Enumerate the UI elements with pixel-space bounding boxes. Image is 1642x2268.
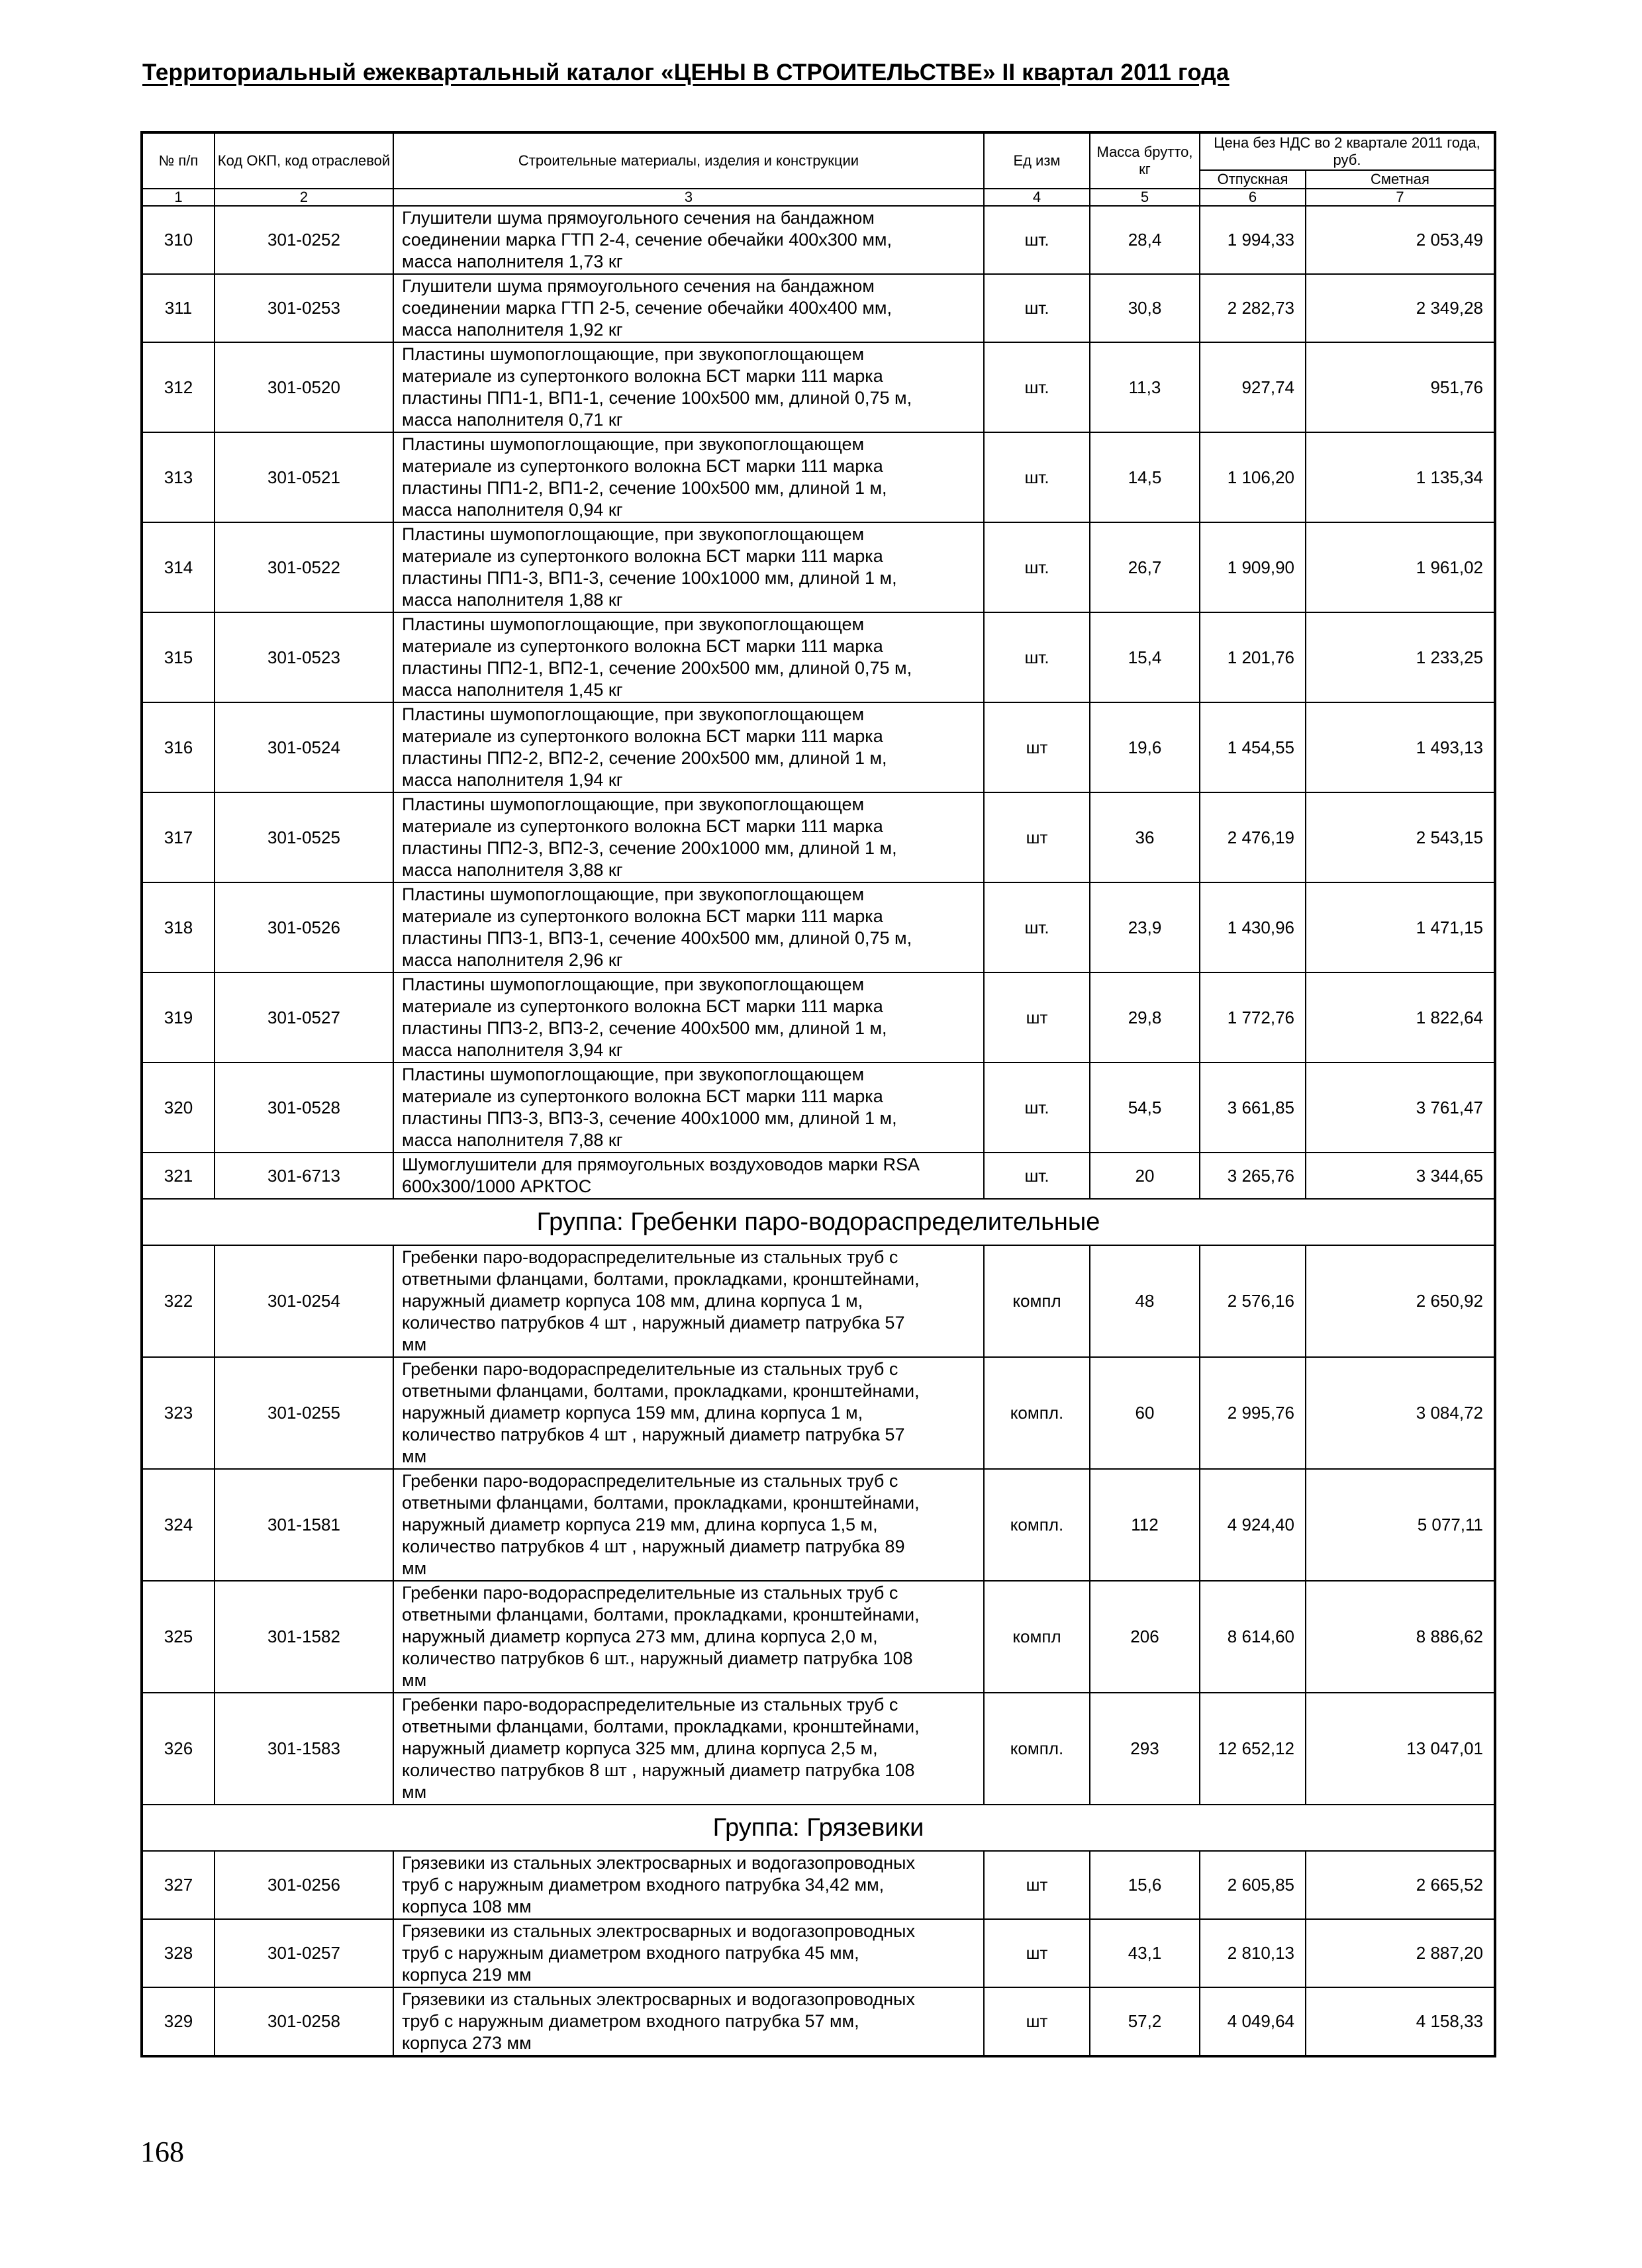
description-line: Гребенки паро-водораспределительные из стальных труб с bbox=[402, 1471, 898, 1491]
gross-mass: 54,5 bbox=[1090, 1063, 1200, 1153]
gross-mass: 15,4 bbox=[1090, 612, 1200, 702]
unit-of-measure: шт bbox=[984, 1919, 1090, 1987]
unit-of-measure: шт bbox=[984, 1987, 1090, 2056]
column-header-number: № п/п bbox=[142, 132, 215, 189]
release-price: 4 049,64 bbox=[1200, 1987, 1306, 2056]
release-price: 3 661,85 bbox=[1200, 1063, 1306, 1153]
column-header-price-estimate: Сметная bbox=[1306, 170, 1495, 189]
row-number: 311 bbox=[142, 274, 215, 342]
table-row bbox=[142, 1153, 1495, 1199]
item-description bbox=[393, 1581, 984, 1693]
description-line: соединении марка ГТП 2-4, сечение обечайки 400х300 мм, bbox=[402, 230, 892, 250]
unit-of-measure: шт. bbox=[984, 1153, 1090, 1199]
description-line: количество патрубков 4 шт , наружный диаметр патрубка 89 bbox=[402, 1536, 905, 1556]
unit-of-measure: шт bbox=[984, 1851, 1090, 1919]
item-description bbox=[393, 612, 984, 702]
item-description bbox=[393, 1469, 984, 1581]
column-header-price-group: Цена без НДС во 2 квартале 2011 года, руб. bbox=[1200, 132, 1495, 170]
table-row bbox=[142, 1357, 1495, 1469]
gross-mass: 57,2 bbox=[1090, 1987, 1200, 2056]
release-price: 2 995,76 bbox=[1200, 1357, 1306, 1469]
row-number: 319 bbox=[142, 972, 215, 1063]
description-line: материале из супертонкого волокна БСТ марки 111 марка bbox=[402, 546, 883, 566]
description-line: количество патрубков 8 шт , наружный диаметр патрубка 108 bbox=[402, 1760, 915, 1780]
description-line: масса наполнителя 3,88 кг bbox=[402, 860, 623, 880]
release-price: 3 265,76 bbox=[1200, 1153, 1306, 1199]
description-line: пластины ПП2-2, ВП2-2, сечение 200х500 мм, длиной 1 м, bbox=[402, 748, 887, 768]
estimate-price: 8 886,62 bbox=[1306, 1581, 1495, 1693]
description-line: Гребенки паро-водораспределительные из стальных труб с bbox=[402, 1695, 898, 1715]
table-row bbox=[142, 702, 1495, 792]
release-price: 2 282,73 bbox=[1200, 274, 1306, 342]
description-line: мм bbox=[402, 1558, 427, 1578]
table-row bbox=[142, 612, 1495, 702]
release-price: 1 994,33 bbox=[1200, 206, 1306, 274]
unit-of-measure: компл. bbox=[984, 1469, 1090, 1581]
gross-mass: 30,8 bbox=[1090, 274, 1200, 342]
estimate-price: 2 053,49 bbox=[1306, 206, 1495, 274]
description-line: труб с наружным диаметром входного патрубка 45 мм, bbox=[402, 1943, 859, 1963]
unit-of-measure: шт bbox=[984, 972, 1090, 1063]
column-header-mass: Масса брутто, кг bbox=[1090, 132, 1200, 189]
description-line: Гребенки паро-водораспределительные из стальных труб с bbox=[402, 1359, 898, 1379]
description-line: труб с наружным диаметром входного патрубка 57 мм, bbox=[402, 2011, 859, 2031]
description-line: количество патрубков 4 шт , наружный диаметр патрубка 57 bbox=[402, 1313, 905, 1333]
okp-code: 301-0258 bbox=[215, 1987, 393, 2056]
okp-code: 301-6713 bbox=[215, 1153, 393, 1199]
item-description bbox=[393, 1245, 984, 1357]
description-line: масса наполнителя 0,94 кг bbox=[402, 500, 623, 520]
description-line: пластины ПП2-1, ВП2-1, сечение 200х500 мм, длиной 0,75 м, bbox=[402, 658, 912, 678]
description-line: материале из супертонкого волокна БСТ марки 111 марка bbox=[402, 636, 883, 656]
column-number: 3 bbox=[393, 189, 984, 206]
row-number: 324 bbox=[142, 1469, 215, 1581]
description-line: корпуса 108 мм bbox=[402, 1897, 532, 1916]
estimate-price: 1 822,64 bbox=[1306, 972, 1495, 1063]
description-line: ответными фланцами, болтами, прокладками, кронштейнами, bbox=[402, 1717, 920, 1736]
row-number: 320 bbox=[142, 1063, 215, 1153]
estimate-price: 2 665,52 bbox=[1306, 1851, 1495, 1919]
item-description bbox=[393, 792, 984, 882]
table-row bbox=[142, 1851, 1495, 1919]
description-line: мм bbox=[402, 1335, 427, 1354]
gross-mass: 23,9 bbox=[1090, 882, 1200, 972]
description-line: Пластины шумопоглощающие, при звукопоглощающем bbox=[402, 344, 865, 364]
description-line: масса наполнителя 3,94 кг bbox=[402, 1040, 623, 1060]
unit-of-measure: компл. bbox=[984, 1693, 1090, 1805]
item-description bbox=[393, 1693, 984, 1805]
row-number: 322 bbox=[142, 1245, 215, 1357]
okp-code: 301-0524 bbox=[215, 702, 393, 792]
description-line: ответными фланцами, болтами, прокладками, кронштейнами, bbox=[402, 1605, 920, 1625]
table-body bbox=[142, 206, 1495, 2056]
okp-code: 301-1582 bbox=[215, 1581, 393, 1693]
table-row bbox=[142, 1987, 1495, 2056]
row-number: 328 bbox=[142, 1919, 215, 1987]
description-line: пластины ПП1-3, ВП1-3, сечение 100х1000 мм, длиной 1 м, bbox=[402, 568, 897, 588]
description-line: масса наполнителя 1,92 кг bbox=[402, 320, 623, 340]
description-line: Пластины шумопоглощающие, при звукопоглощающем bbox=[402, 884, 865, 904]
item-description bbox=[393, 1357, 984, 1469]
row-number: 313 bbox=[142, 432, 215, 522]
description-line: масса наполнителя 2,96 кг bbox=[402, 950, 623, 970]
gross-mass: 36 bbox=[1090, 792, 1200, 882]
gross-mass: 206 bbox=[1090, 1581, 1200, 1693]
column-header-price-release: Отпускная bbox=[1200, 170, 1306, 189]
estimate-price: 2 349,28 bbox=[1306, 274, 1495, 342]
unit-of-measure: шт. bbox=[984, 522, 1090, 612]
description-line: Гребенки паро-водораспределительные из стальных труб с bbox=[402, 1583, 898, 1603]
okp-code: 301-0256 bbox=[215, 1851, 393, 1919]
description-line: материале из супертонкого волокна БСТ марки 111 марка bbox=[402, 906, 883, 926]
gross-mass: 15,6 bbox=[1090, 1851, 1200, 1919]
description-line: ответными фланцами, болтами, прокладками, кронштейнами, bbox=[402, 1381, 920, 1401]
column-number: 6 bbox=[1200, 189, 1306, 206]
estimate-price: 5 077,11 bbox=[1306, 1469, 1495, 1581]
item-description bbox=[393, 1153, 984, 1199]
table-row bbox=[142, 792, 1495, 882]
description-line: масса наполнителя 1,88 кг bbox=[402, 590, 623, 610]
description-line: Пластины шумопоглощающие, при звукопоглощающем bbox=[402, 434, 865, 454]
group-heading: Группа: Грязевики bbox=[142, 1805, 1495, 1851]
column-number-row bbox=[142, 189, 1495, 206]
table-row bbox=[142, 972, 1495, 1063]
okp-code: 301-0525 bbox=[215, 792, 393, 882]
estimate-price: 951,76 bbox=[1306, 342, 1495, 432]
description-line: материале из супертонкого волокна БСТ марки 111 марка bbox=[402, 1086, 883, 1106]
description-line: материале из супертонкого волокна БСТ марки 111 марка bbox=[402, 996, 883, 1016]
column-header-unit: Ед изм bbox=[984, 132, 1090, 189]
description-line: масса наполнителя 1,94 кг bbox=[402, 770, 623, 790]
row-number: 323 bbox=[142, 1357, 215, 1469]
description-line: Грязевики из стальных электросварных и водогазопроводных bbox=[402, 1921, 915, 1941]
okp-code: 301-0520 bbox=[215, 342, 393, 432]
estimate-price: 2 887,20 bbox=[1306, 1919, 1495, 1987]
estimate-price: 1 233,25 bbox=[1306, 612, 1495, 702]
release-price: 1 430,96 bbox=[1200, 882, 1306, 972]
row-number: 312 bbox=[142, 342, 215, 432]
okp-code: 301-0528 bbox=[215, 1063, 393, 1153]
unit-of-measure: шт bbox=[984, 792, 1090, 882]
description-line: корпуса 273 мм bbox=[402, 2033, 532, 2053]
okp-code: 301-1583 bbox=[215, 1693, 393, 1805]
column-number: 1 bbox=[142, 189, 215, 206]
gross-mass: 29,8 bbox=[1090, 972, 1200, 1063]
item-description bbox=[393, 522, 984, 612]
table-row bbox=[142, 1063, 1495, 1153]
okp-code: 301-0526 bbox=[215, 882, 393, 972]
okp-code: 301-0527 bbox=[215, 972, 393, 1063]
table-row bbox=[142, 522, 1495, 612]
okp-code: 301-0522 bbox=[215, 522, 393, 612]
price-catalog-table bbox=[140, 131, 1496, 2057]
description-line: мм bbox=[402, 1782, 427, 1802]
description-line: масса наполнителя 7,88 кг bbox=[402, 1130, 623, 1150]
okp-code: 301-0257 bbox=[215, 1919, 393, 1987]
row-number: 315 bbox=[142, 612, 215, 702]
description-line: Пластины шумопоглощающие, при звукопоглощающем bbox=[402, 1064, 865, 1084]
description-line: масса наполнителя 0,71 кг bbox=[402, 410, 623, 430]
description-line: корпуса 219 мм bbox=[402, 1965, 532, 1985]
description-line: ответными фланцами, болтами, прокладками, кронштейнами, bbox=[402, 1493, 920, 1513]
row-number: 316 bbox=[142, 702, 215, 792]
item-description bbox=[393, 206, 984, 274]
page-number: 168 bbox=[140, 2136, 184, 2168]
okp-code: 301-1581 bbox=[215, 1469, 393, 1581]
description-line: материале из супертонкого волокна БСТ марки 111 марка bbox=[402, 726, 883, 746]
unit-of-measure: шт. bbox=[984, 206, 1090, 274]
release-price: 2 576,16 bbox=[1200, 1245, 1306, 1357]
estimate-price: 4 158,33 bbox=[1306, 1987, 1495, 2056]
description-line: Пластины шумопоглощающие, при звукопоглощающем bbox=[402, 614, 865, 634]
estimate-price: 1 493,13 bbox=[1306, 702, 1495, 792]
column-number: 7 bbox=[1306, 189, 1495, 206]
gross-mass: 20 bbox=[1090, 1153, 1200, 1199]
gross-mass: 26,7 bbox=[1090, 522, 1200, 612]
table-row bbox=[142, 274, 1495, 342]
estimate-price: 13 047,01 bbox=[1306, 1693, 1495, 1805]
release-price: 2 810,13 bbox=[1200, 1919, 1306, 1987]
gross-mass: 19,6 bbox=[1090, 702, 1200, 792]
item-description bbox=[393, 432, 984, 522]
unit-of-measure: компл. bbox=[984, 1357, 1090, 1469]
estimate-price: 2 650,92 bbox=[1306, 1245, 1495, 1357]
gross-mass: 43,1 bbox=[1090, 1919, 1200, 1987]
estimate-price: 3 761,47 bbox=[1306, 1063, 1495, 1153]
row-number: 318 bbox=[142, 882, 215, 972]
description-line: Глушители шума прямоугольного сечения на бандажном bbox=[402, 276, 875, 296]
description-line: наружный диаметр корпуса 325 мм, длина корпуса 2,5 м, bbox=[402, 1738, 878, 1758]
description-line: материале из супертонкого волокна БСТ марки 111 марка bbox=[402, 456, 883, 476]
release-price: 2 605,85 bbox=[1200, 1851, 1306, 1919]
item-description bbox=[393, 972, 984, 1063]
table-row bbox=[142, 1581, 1495, 1693]
description-line: пластины ПП3-3, ВП3-3, сечение 400х1000 мм, длиной 1 м, bbox=[402, 1108, 897, 1128]
row-number: 329 bbox=[142, 1987, 215, 2056]
unit-of-measure: компл bbox=[984, 1581, 1090, 1693]
row-number: 325 bbox=[142, 1581, 215, 1693]
release-price: 927,74 bbox=[1200, 342, 1306, 432]
unit-of-measure: компл bbox=[984, 1245, 1090, 1357]
description-line: Пластины шумопоглощающие, при звукопоглощающем bbox=[402, 704, 865, 724]
gross-mass: 48 bbox=[1090, 1245, 1200, 1357]
row-number: 326 bbox=[142, 1693, 215, 1805]
gross-mass: 11,3 bbox=[1090, 342, 1200, 432]
row-number: 310 bbox=[142, 206, 215, 274]
table-row bbox=[142, 342, 1495, 432]
release-price: 2 476,19 bbox=[1200, 792, 1306, 882]
table-row bbox=[142, 1245, 1495, 1357]
gross-mass: 293 bbox=[1090, 1693, 1200, 1805]
item-description bbox=[393, 882, 984, 972]
release-price: 12 652,12 bbox=[1200, 1693, 1306, 1805]
description-line: пластины ПП1-2, ВП1-2, сечение 100х500 мм, длиной 1 м, bbox=[402, 478, 887, 498]
description-line: Глушители шума прямоугольного сечения на бандажном bbox=[402, 208, 875, 228]
description-line: наружный диаметр корпуса 108 мм, длина корпуса 1 м, bbox=[402, 1291, 863, 1311]
column-header-name: Строительные материалы, изделия и конструкции bbox=[393, 132, 984, 189]
description-line: Грязевики из стальных электросварных и водогазопроводных bbox=[402, 1989, 915, 2009]
okp-code: 301-0521 bbox=[215, 432, 393, 522]
unit-of-measure: шт. bbox=[984, 432, 1090, 522]
estimate-price: 3 084,72 bbox=[1306, 1357, 1495, 1469]
release-price: 1 201,76 bbox=[1200, 612, 1306, 702]
column-number: 4 bbox=[984, 189, 1090, 206]
description-line: мм bbox=[402, 1670, 427, 1690]
okp-code: 301-0523 bbox=[215, 612, 393, 702]
description-line: ответными фланцами, болтами, прокладками, кронштейнами, bbox=[402, 1269, 920, 1289]
description-line: соединении марка ГТП 2-5, сечение обечайки 400х400 мм, bbox=[402, 298, 892, 318]
row-number: 314 bbox=[142, 522, 215, 612]
item-description bbox=[393, 274, 984, 342]
description-line: материале из супертонкого волокна БСТ марки 111 марка bbox=[402, 816, 883, 836]
description-line: труб с наружным диаметром входного патрубка 34,42 мм, bbox=[402, 1875, 885, 1895]
unit-of-measure: шт. bbox=[984, 882, 1090, 972]
description-line: 600х300/1000 АРКТОС bbox=[402, 1176, 592, 1196]
group-heading-row bbox=[142, 1805, 1495, 1851]
estimate-price: 1 961,02 bbox=[1306, 522, 1495, 612]
description-line: Гребенки паро-водораспределительные из стальных труб с bbox=[402, 1247, 898, 1267]
okp-code: 301-0252 bbox=[215, 206, 393, 274]
release-price: 8 614,60 bbox=[1200, 1581, 1306, 1693]
description-line: материале из супертонкого волокна БСТ марки 111 марка bbox=[402, 366, 883, 386]
gross-mass: 28,4 bbox=[1090, 206, 1200, 274]
table-row bbox=[142, 1469, 1495, 1581]
unit-of-measure: шт. bbox=[984, 274, 1090, 342]
description-line: масса наполнителя 1,73 кг bbox=[402, 252, 623, 271]
estimate-price: 3 344,65 bbox=[1306, 1153, 1495, 1199]
gross-mass: 14,5 bbox=[1090, 432, 1200, 522]
row-number: 327 bbox=[142, 1851, 215, 1919]
release-price: 1 772,76 bbox=[1200, 972, 1306, 1063]
group-heading: Группа: Гребенки паро-водораспределительные bbox=[142, 1199, 1495, 1245]
row-number: 321 bbox=[142, 1153, 215, 1199]
description-line: количество патрубков 6 шт., наружный диаметр патрубка 108 bbox=[402, 1648, 913, 1668]
item-description bbox=[393, 1987, 984, 2056]
item-description bbox=[393, 342, 984, 432]
description-line: Пластины шумопоглощающие, при звукопоглощающем bbox=[402, 974, 865, 994]
table-row bbox=[142, 1693, 1495, 1805]
item-description bbox=[393, 1063, 984, 1153]
release-price: 1 909,90 bbox=[1200, 522, 1306, 612]
okp-code: 301-0255 bbox=[215, 1357, 393, 1469]
unit-of-measure: шт bbox=[984, 702, 1090, 792]
description-line: Пластины шумопоглощающие, при звукопоглощающем bbox=[402, 524, 865, 544]
description-line: мм bbox=[402, 1446, 427, 1466]
okp-code: 301-0253 bbox=[215, 274, 393, 342]
release-price: 4 924,40 bbox=[1200, 1469, 1306, 1581]
table-row bbox=[142, 1919, 1495, 1987]
estimate-price: 1 135,34 bbox=[1306, 432, 1495, 522]
table-row bbox=[142, 206, 1495, 274]
column-number: 5 bbox=[1090, 189, 1200, 206]
group-heading-row bbox=[142, 1199, 1495, 1245]
column-header-code: Код ОКП, код отраслевой bbox=[215, 132, 393, 189]
page-header-title: Территориальный ежеквартальный каталог «ЦЕНЫ В СТРОИТЕЛЬСТВЕ» II квартал 2011 года bbox=[142, 60, 1230, 85]
unit-of-measure: шт. bbox=[984, 342, 1090, 432]
description-line: количество патрубков 4 шт , наружный диаметр патрубка 57 bbox=[402, 1425, 905, 1444]
description-line: пластины ПП2-3, ВП2-3, сечение 200х1000 мм, длиной 1 м, bbox=[402, 838, 897, 858]
okp-code: 301-0254 bbox=[215, 1245, 393, 1357]
description-line: масса наполнителя 1,45 кг bbox=[402, 680, 623, 700]
gross-mass: 112 bbox=[1090, 1469, 1200, 1581]
column-number: 2 bbox=[215, 189, 393, 206]
description-line: наружный диаметр корпуса 159 мм, длина корпуса 1 м, bbox=[402, 1403, 863, 1423]
gross-mass: 60 bbox=[1090, 1357, 1200, 1469]
description-line: наружный диаметр корпуса 273 мм, длина корпуса 2,0 м, bbox=[402, 1627, 878, 1646]
item-description bbox=[393, 1851, 984, 1919]
description-line: пластины ПП3-2, ВП3-2, сечение 400х500 мм, длиной 1 м, bbox=[402, 1018, 887, 1038]
release-price: 1 106,20 bbox=[1200, 432, 1306, 522]
description-line: Пластины шумопоглощающие, при звукопоглощающем bbox=[402, 794, 865, 814]
release-price: 1 454,55 bbox=[1200, 702, 1306, 792]
description-line: Грязевики из стальных электросварных и водогазопроводных bbox=[402, 1853, 915, 1873]
description-line: пластины ПП3-1, ВП3-1, сечение 400х500 мм, длиной 0,75 м, bbox=[402, 928, 912, 948]
estimate-price: 1 471,15 bbox=[1306, 882, 1495, 972]
row-number: 317 bbox=[142, 792, 215, 882]
item-description bbox=[393, 1919, 984, 1987]
description-line: пластины ПП1-1, ВП1-1, сечение 100х500 мм, длиной 0,75 м, bbox=[402, 388, 912, 408]
table-row bbox=[142, 882, 1495, 972]
unit-of-measure: шт. bbox=[984, 1063, 1090, 1153]
table-row bbox=[142, 432, 1495, 522]
description-line: Шумоглушители для прямоугольных воздуховодов марки RSA bbox=[402, 1155, 920, 1174]
description-line: наружный диаметр корпуса 219 мм, длина корпуса 1,5 м, bbox=[402, 1515, 878, 1535]
item-description bbox=[393, 702, 984, 792]
estimate-price: 2 543,15 bbox=[1306, 792, 1495, 882]
unit-of-measure: шт. bbox=[984, 612, 1090, 702]
